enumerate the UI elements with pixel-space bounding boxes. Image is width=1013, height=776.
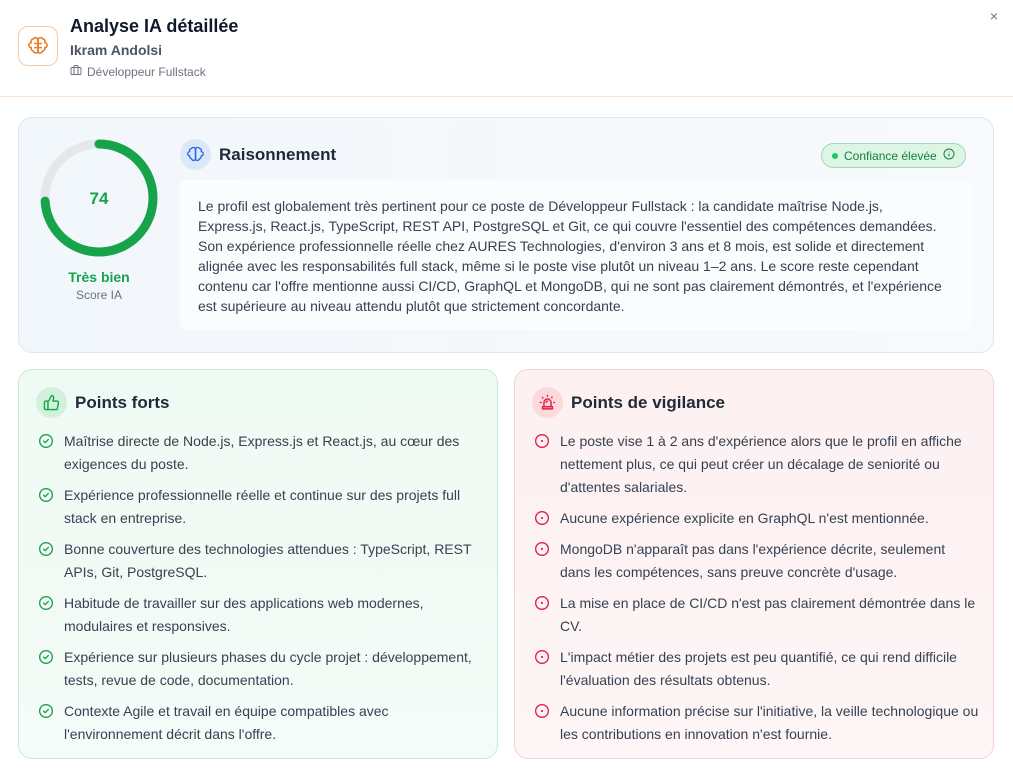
candidate-role xyxy=(70,64,206,79)
list-item xyxy=(534,646,979,692)
concerns-card xyxy=(514,369,994,759)
thumbs-up-icon xyxy=(36,387,67,418)
candidate-name: Ikram Andolsi xyxy=(70,42,163,58)
dialog-title: Analyse IA détaillée xyxy=(70,16,239,36)
check-circle-icon xyxy=(38,595,54,611)
alert-circle-icon xyxy=(534,649,550,665)
alert-circle-icon xyxy=(534,433,550,449)
strengths-list xyxy=(38,430,483,754)
reasoning-title: Raisonnement xyxy=(219,145,337,164)
briefcase-icon xyxy=(70,64,82,79)
list-item-text: Le poste vise 1 à 2 ans d'expérience alors que le profil en affiche nettement plus, ce qui peut créer un décalage de seniorité ou d'attentes salariales. xyxy=(560,433,962,495)
list-item xyxy=(534,700,979,746)
strengths-title: Points forts xyxy=(75,393,170,412)
list-item-text: Bonne couverture des technologies attendues : TypeScript, REST APIs, Git, PostgreSQL. xyxy=(64,541,472,580)
list-item xyxy=(534,507,979,530)
list-item xyxy=(38,538,483,584)
alert-circle-icon xyxy=(534,595,550,611)
list-item-text: Contexte Agile et travail en équipe compatibles avec l'environnement décrit dans l'offre. xyxy=(64,703,389,742)
list-item xyxy=(534,430,979,499)
strengths-card xyxy=(18,369,498,759)
brain-icon xyxy=(18,26,58,66)
list-item-text: Expérience professionnelle réelle et continue sur des projets full stack en entreprise. xyxy=(64,487,461,526)
list-item-text: L'impact métier des projets est peu quantifié, ce qui rend difficile l'évaluation des résultats obtenus. xyxy=(560,649,957,688)
score-rating: Très bien xyxy=(68,269,130,285)
close-button[interactable] xyxy=(985,7,1003,25)
reasoning-card xyxy=(18,117,994,353)
alert-circle-icon xyxy=(534,510,550,526)
status-dot-icon xyxy=(832,153,838,159)
check-circle-icon xyxy=(38,541,54,557)
candidate-role-label: Développeur Fullstack xyxy=(87,64,206,79)
list-item-text: Expérience sur plusieurs phases du cycle projet : développement, tests, revue de code, documentation. xyxy=(64,649,472,688)
check-circle-icon xyxy=(38,703,54,719)
list-item-text: Aucune information précise sur l'initiative, la veille technologique ou les contributions en innovation n'est fournie. xyxy=(560,703,979,742)
check-circle-icon xyxy=(38,649,54,665)
score-caption: Score IA xyxy=(75,288,123,302)
list-item xyxy=(534,592,979,638)
alert-circle-icon xyxy=(534,703,550,719)
list-item xyxy=(38,646,483,692)
alert-circle-icon xyxy=(534,541,550,557)
list-item xyxy=(38,700,483,746)
list-item xyxy=(38,592,483,638)
list-item xyxy=(38,430,483,476)
brain-icon xyxy=(180,139,211,170)
concerns-list xyxy=(534,430,979,754)
list-item-text: MongoDB n'apparaît pas dans l'expérience décrite, seulement dans les compétences, sans preuve concrète d'usage. xyxy=(560,541,946,580)
list-item-text: Maîtrise directe de Node.js, Express.js et React.js, au cœur des exigences du poste. xyxy=(64,433,460,472)
score-value: 74 xyxy=(89,189,109,208)
close-icon: × xyxy=(989,8,999,24)
list-item-text: Habitude de travailler sur des applications web modernes, modulaires et responsives. xyxy=(64,595,424,634)
list-item xyxy=(534,538,979,584)
info-icon[interactable] xyxy=(943,148,955,163)
list-item-text: La mise en place de CI/CD n'est pas clairement démontrée dans le CV. xyxy=(560,595,976,634)
check-circle-icon xyxy=(38,487,54,503)
dialog-header xyxy=(0,0,1013,97)
siren-icon xyxy=(532,387,563,418)
list-item xyxy=(38,484,483,530)
reasoning-text: Le profil est globalement très pertinent pour ce poste de Développeur Fullstack : la candidate maîtrise Node.js, Express.js, React.js, TypeScript, REST API, PostgreSQL et Git, ce qui couvre l'essentiel des compétences demandées. Son expérience professionnelle réelle chez AURES Technologies, d'environ 3 ans et 8 mois, est solide et directement alignée avec les responsabilités full stack, même si le poste vise plutôt un niveau 1–2 ans. Le score reste cependant contenu car l'offre mentionne aussi CI/CD, GraphQL et MongoDB, qui ne sont pas clairement démontrés, et l'expérience est supérieure au niveau attendu plutôt que strictement concordante. xyxy=(180,180,973,330)
check-circle-icon xyxy=(38,433,54,449)
confidence-label: Confiance élevée xyxy=(844,148,937,163)
confidence-badge xyxy=(821,143,966,168)
concerns-title: Points de vigilance xyxy=(571,393,725,412)
list-item-text: Aucune expérience explicite en GraphQL n'est mentionnée. xyxy=(560,510,929,526)
